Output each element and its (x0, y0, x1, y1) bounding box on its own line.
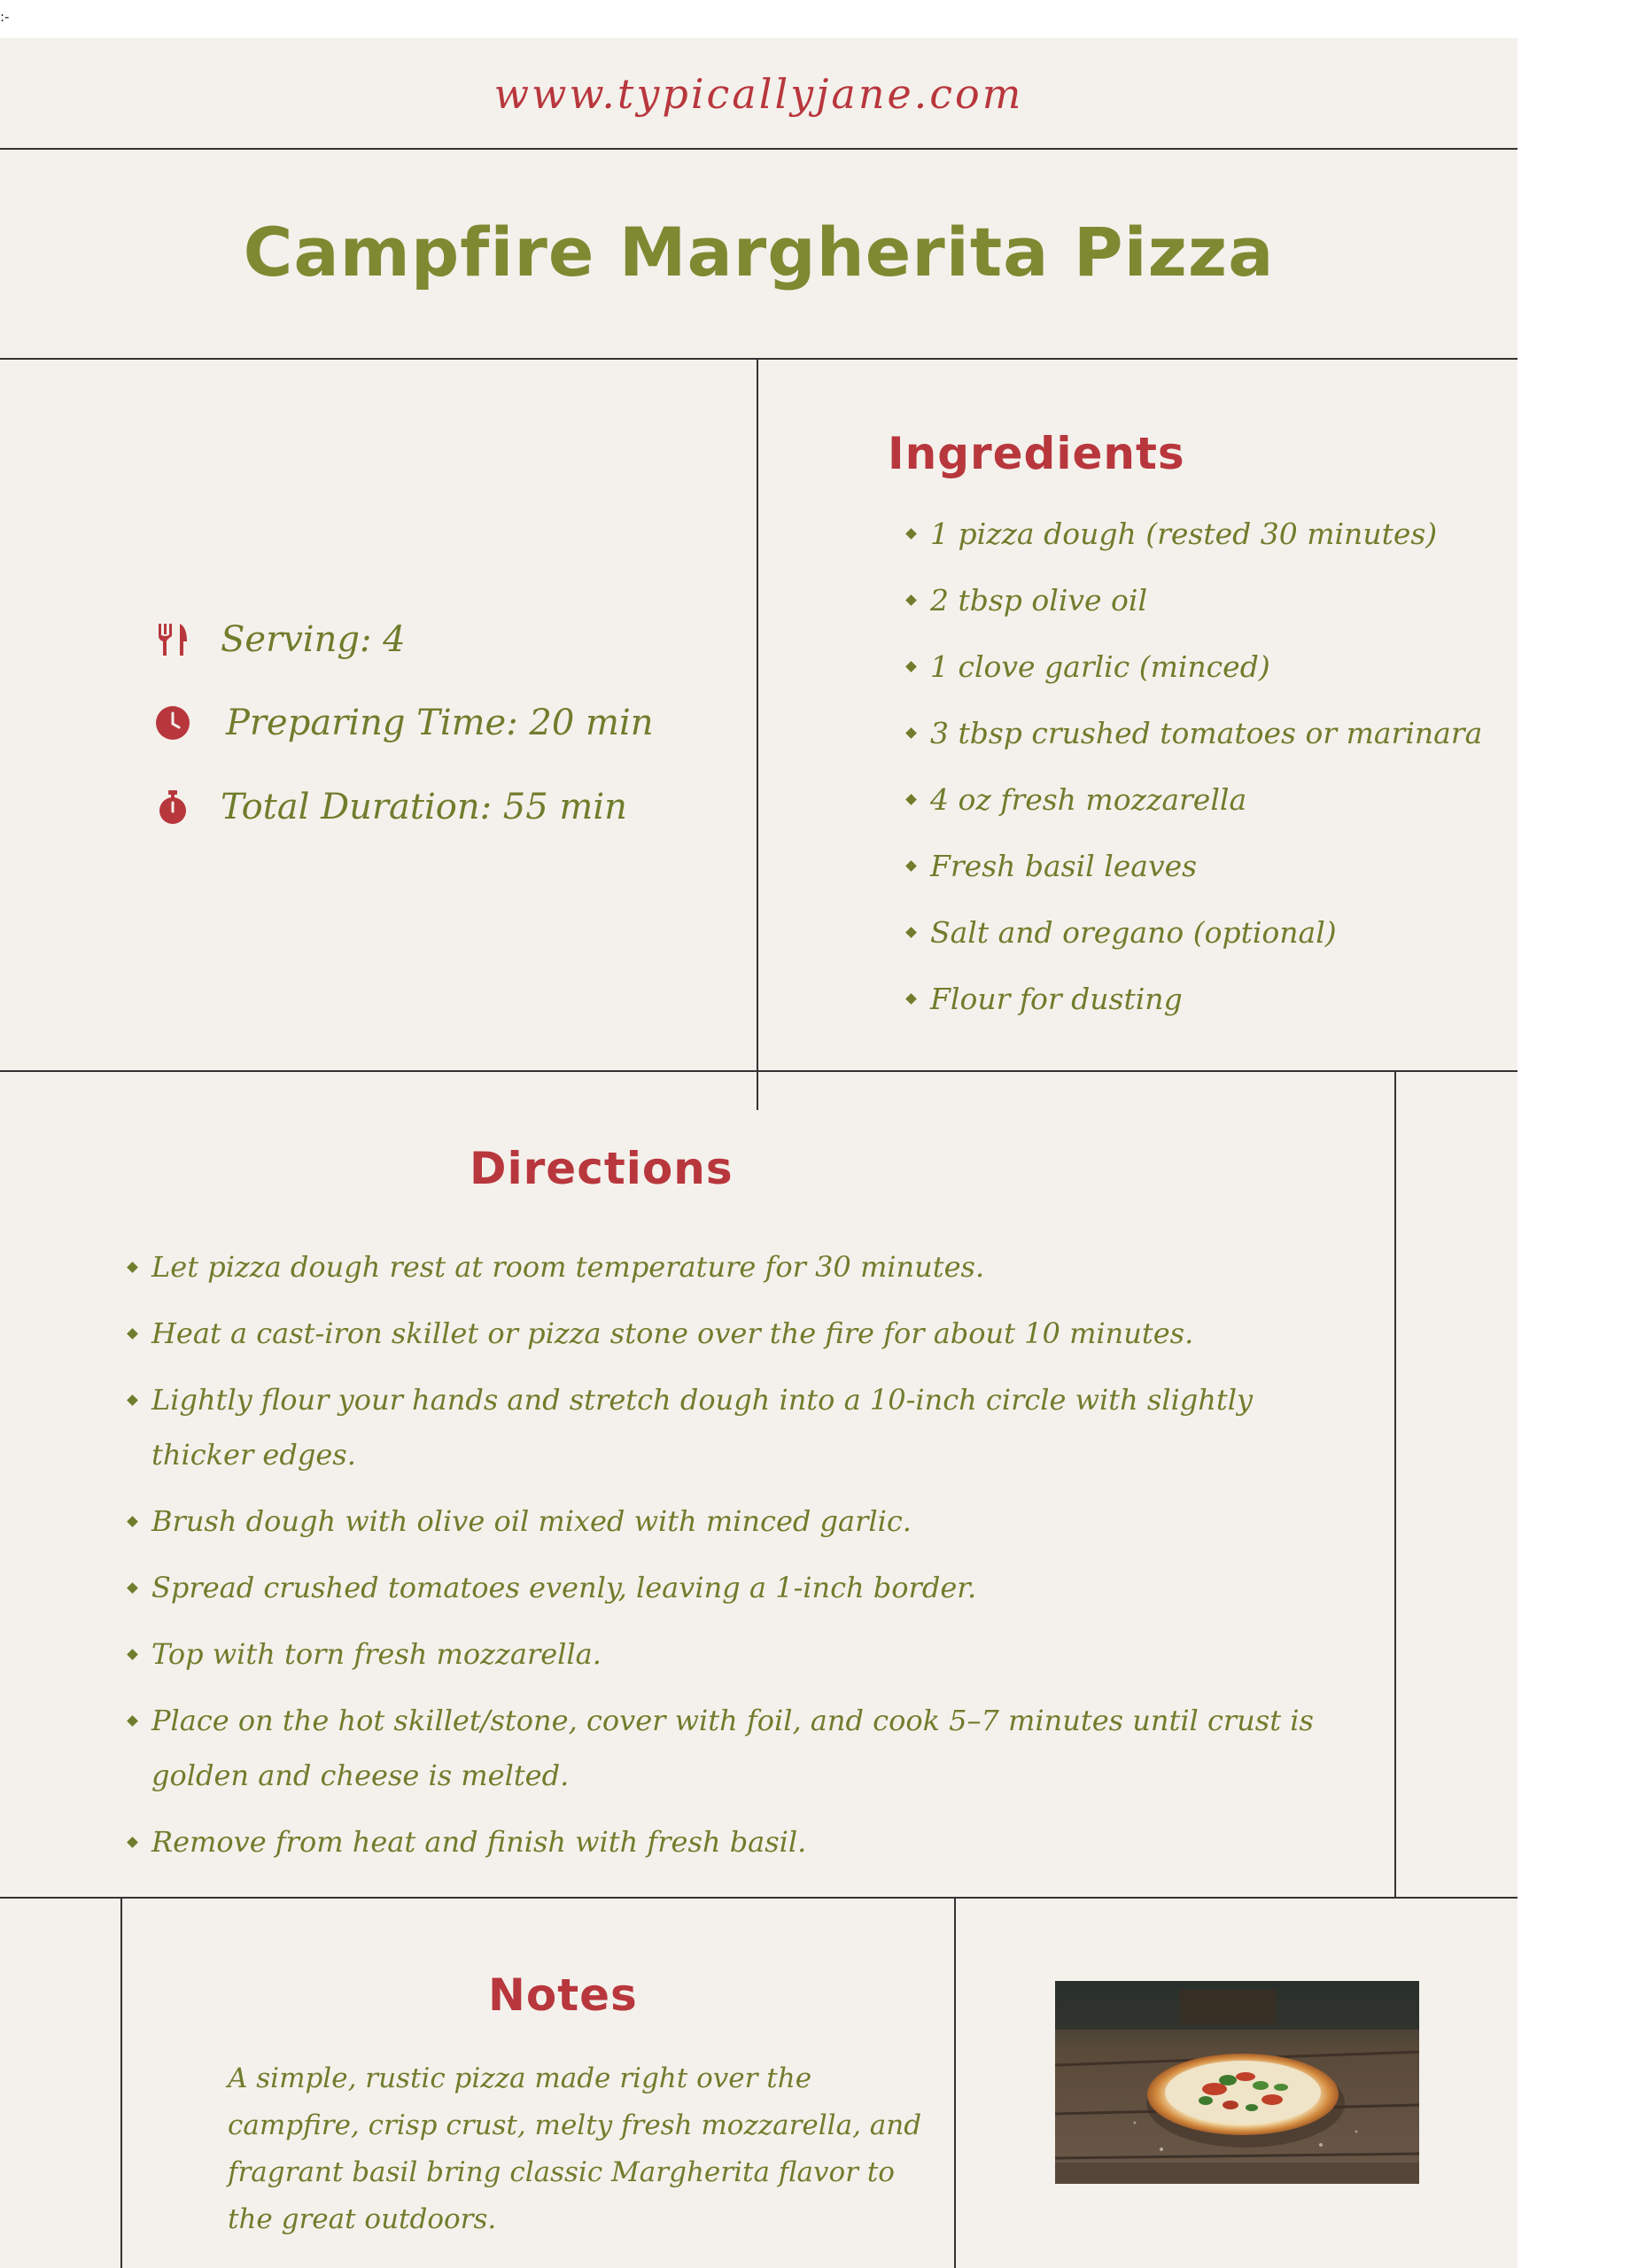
directions-heading: Directions (470, 1143, 734, 1194)
list-item: Heat a cast-iron skillet or pizza stone over the fire for about 10 minutes. (127, 1306, 1356, 1361)
list-item: 1 pizza dough (rested 30 minutes) (905, 501, 1482, 567)
list-item: Place on the hot skillet/stone, cover with foil, and cook 5–7 minutes until crust is golden and cheese is melted. (127, 1693, 1356, 1803)
divider (0, 1070, 1518, 1072)
list-item: Lightly flour your hands and stretch dough into a 10-inch circle with slightly thicker edges. (127, 1372, 1356, 1482)
pizza-photo (1055, 1981, 1419, 2184)
info-preparing-time (155, 703, 654, 743)
list-item: 3 tbsp crushed tomatoes or marinara (905, 700, 1482, 766)
directions-list (127, 1239, 1356, 1881)
info-total-duration (155, 787, 627, 827)
notes-text: A simple, rustic pizza made right over the campfire, crisp crust, melty fresh mozzarella, and fragrant basil bring classic Margherita flavor to the great outdoors. (228, 2062, 922, 2235)
serving-text: Serving: 4 (221, 619, 406, 660)
total-duration-text: Total Duration: 55 min (221, 787, 627, 827)
column-divider (120, 1898, 122, 2268)
corner-mark: :- (0, 9, 10, 25)
list-item: Spread crushed tomatoes evenly, leaving a 1-inch border. (127, 1560, 1356, 1615)
column-divider (757, 359, 758, 1110)
clock-icon (155, 705, 190, 741)
fork-knife-icon (155, 622, 190, 657)
list-item: 1 clove garlic (minced) (905, 633, 1482, 700)
notes-heading: Notes (488, 1969, 638, 2021)
list-item: Top with torn fresh mozzarella. (127, 1627, 1356, 1682)
ingredients-list (905, 501, 1482, 1032)
column-divider (954, 1898, 956, 2268)
divider (0, 148, 1518, 150)
list-item: 2 tbsp olive oil (905, 567, 1482, 633)
list-item: Let pizza dough rest at room temperature for 30 minutes. (127, 1239, 1356, 1294)
recipe-title: Campfire Margherita Pizza (243, 213, 1275, 291)
list-item: Remove from heat and finish with fresh basil. (127, 1814, 1356, 1869)
preparing-time-text: Preparing Time: 20 min (226, 703, 654, 743)
list-item: Brush dough with olive oil mixed with minced garlic. (127, 1494, 1356, 1549)
stopwatch-icon (155, 789, 190, 825)
info-serving (155, 619, 406, 660)
website-url: www.typicallyjane.com (493, 70, 1024, 118)
list-item: 4 oz fresh mozzarella (905, 766, 1482, 833)
list-item: Salt and oregano (optional) (905, 899, 1482, 966)
list-item: Fresh basil leaves (905, 833, 1482, 899)
divider (0, 358, 1518, 360)
ingredients-heading: Ingredients (888, 428, 1185, 479)
column-divider (1394, 1071, 1396, 1898)
list-item: Flour for dusting (905, 966, 1482, 1032)
divider (0, 1897, 1518, 1899)
recipe-page (0, 38, 1518, 2268)
